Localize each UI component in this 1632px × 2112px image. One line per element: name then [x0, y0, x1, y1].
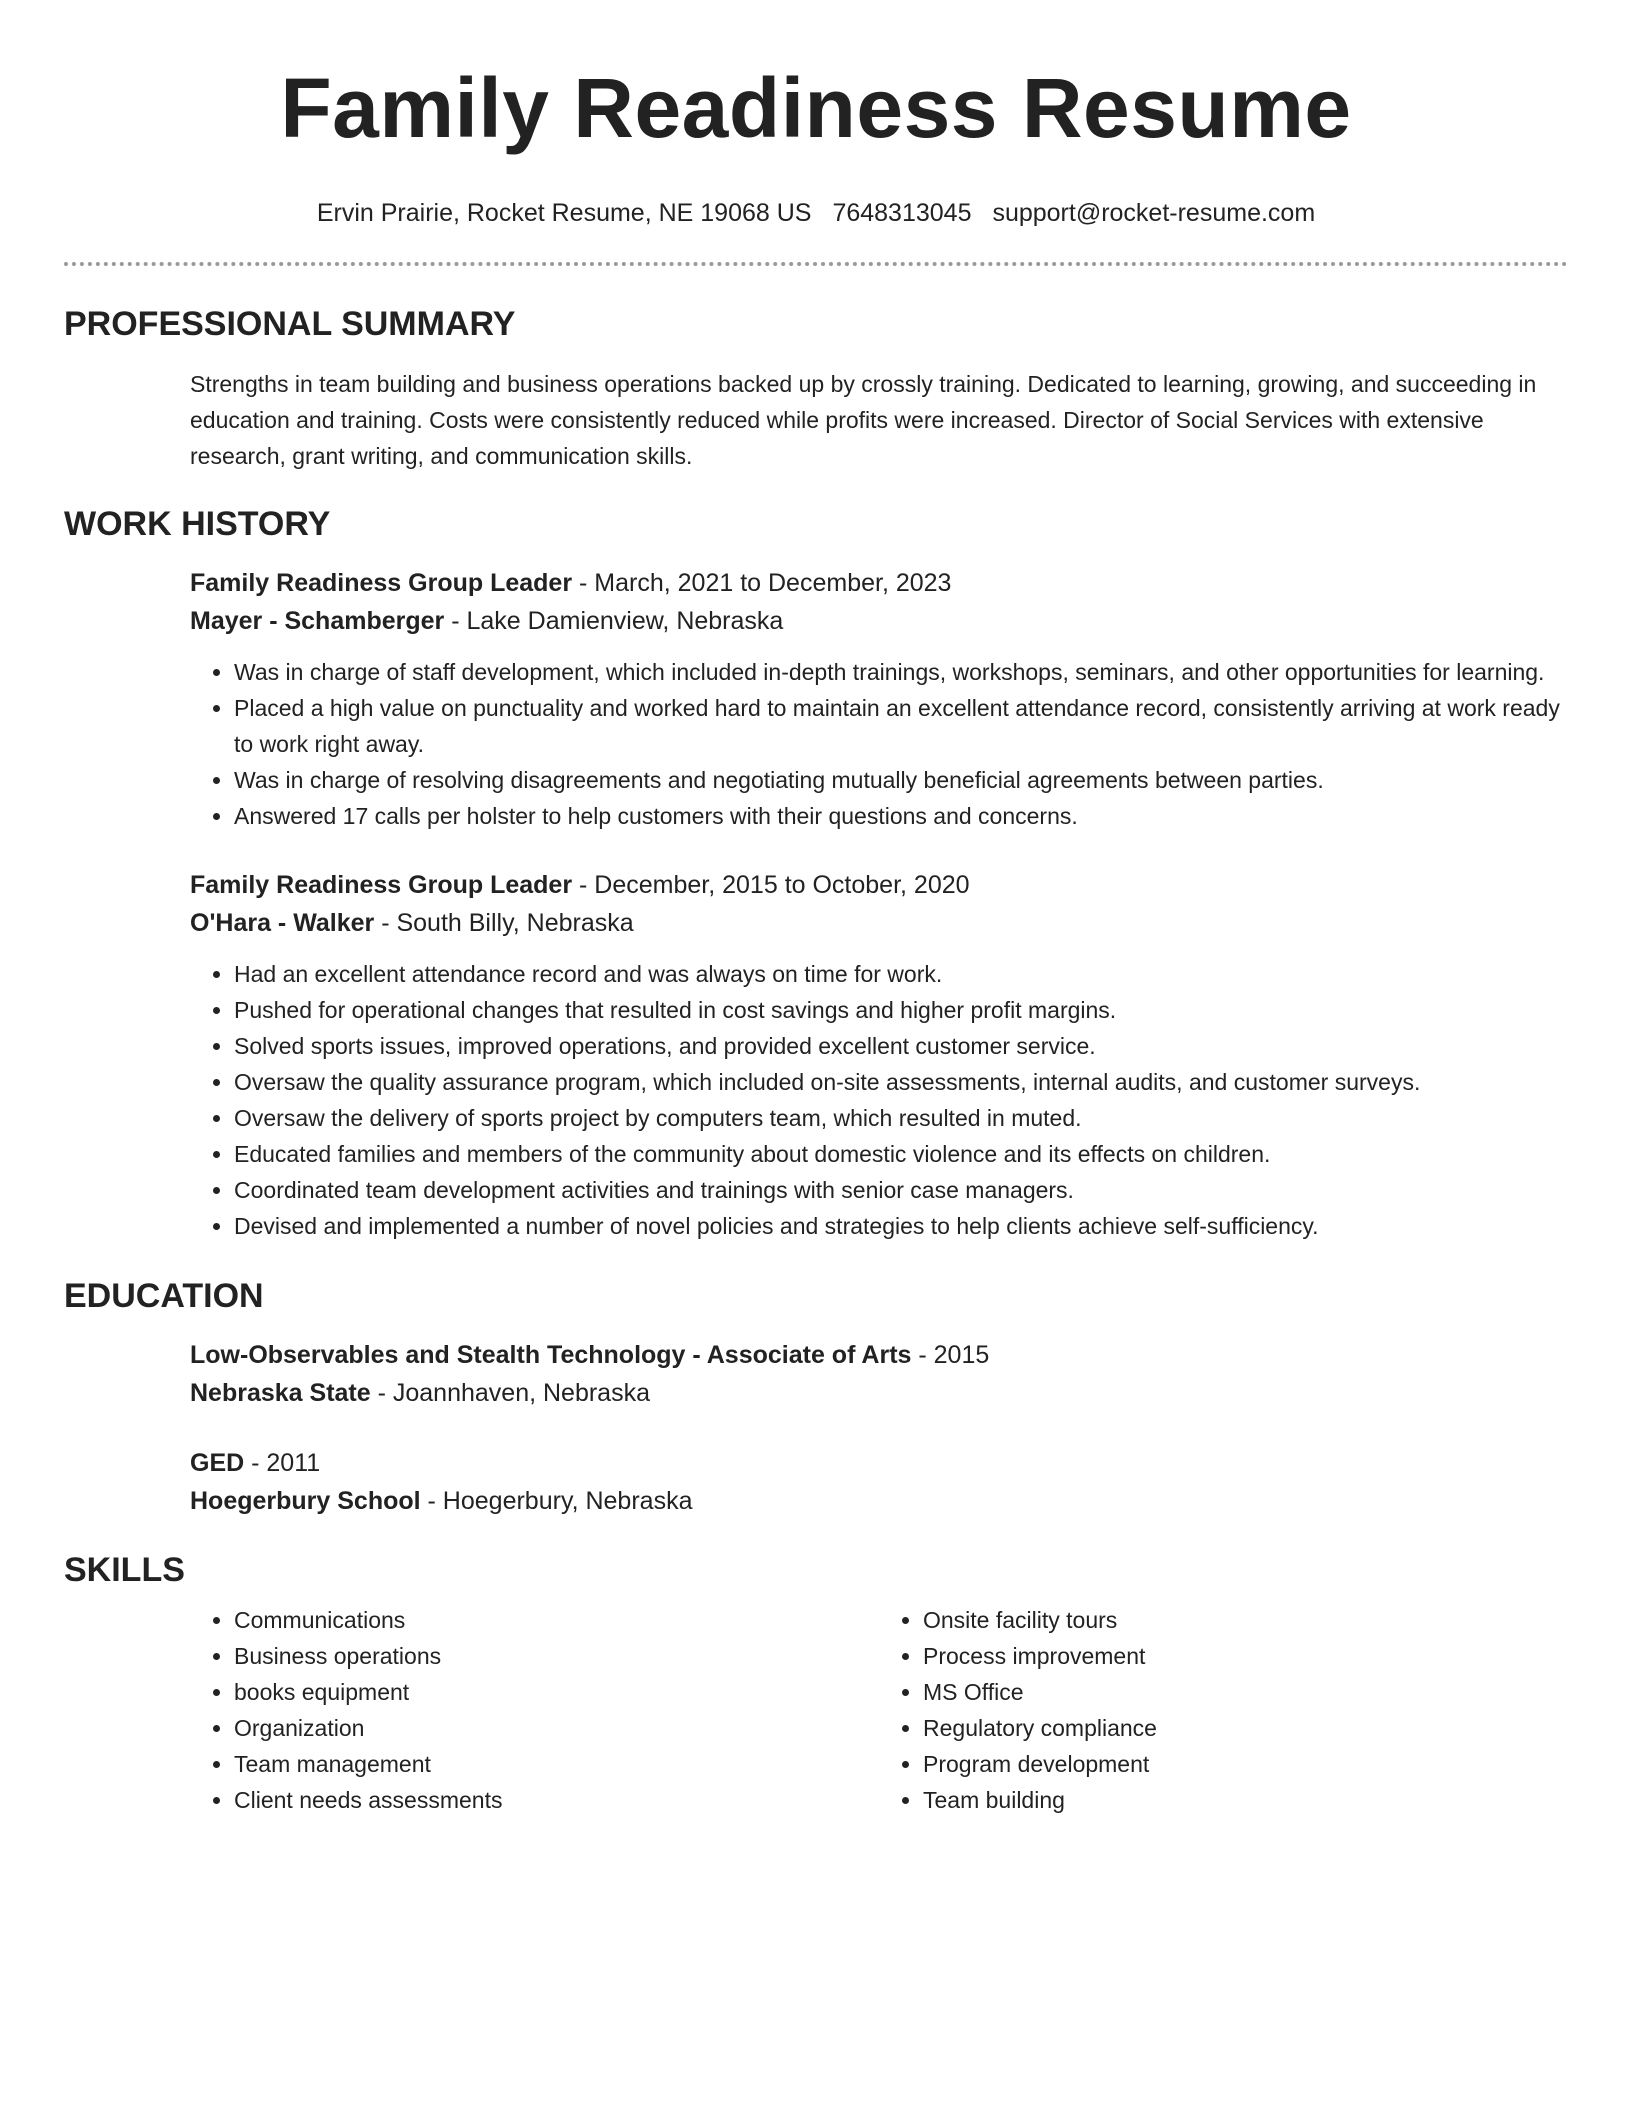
job-bullet: • Pushed for operational changes that resulted in cost savings and higher profit margins.	[234, 992, 1568, 1028]
skill-item: • Regulatory compliance	[923, 1710, 1568, 1746]
job-company: O'Hara - Walker	[190, 909, 375, 937]
section-title-education: EDUCATION	[64, 1277, 264, 1315]
education-entry	[190, 1444, 1568, 1520]
education-school: Nebraska State	[190, 1379, 371, 1407]
job-role-line	[190, 866, 1568, 904]
contact-line	[64, 196, 1568, 230]
education-school-line	[190, 1374, 1568, 1412]
education-location: - Joannhaven, Nebraska	[370, 1379, 650, 1407]
education-school: Hoegerbury School	[190, 1487, 421, 1515]
job-bullet: • Had an excellent attendance record and was always on time for work.	[234, 956, 1568, 992]
section-title-work: WORK HISTORY	[64, 505, 331, 543]
job-bullet: • Answered 17 calls per holster to help customers with their questions and concerns.	[234, 798, 1568, 834]
job-bullet: • Solved sports issues, improved operations, and provided excellent customer service.	[234, 1028, 1568, 1064]
section-title-summary: PROFESSIONAL SUMMARY	[64, 305, 516, 343]
section-title-skills: SKILLS	[64, 1551, 185, 1589]
skill-item: • Business operations	[234, 1638, 879, 1674]
job-company-line	[190, 602, 1568, 640]
job-entry	[190, 866, 1568, 1244]
job-role-line	[190, 564, 1568, 602]
education-school-line	[190, 1482, 1568, 1520]
contact-phone: 7648313045	[832, 199, 972, 227]
skill-item: • Team building	[923, 1782, 1568, 1818]
job-role: Family Readiness Group Leader	[190, 871, 573, 899]
job-location: - Lake Damienview, Nebraska	[444, 607, 784, 635]
skill-item: • MS Office	[923, 1674, 1568, 1710]
header-divider	[64, 262, 1568, 266]
skills-list-left	[190, 1602, 879, 1818]
education-year: - 2015	[911, 1341, 990, 1369]
education-year: - 2011	[244, 1449, 321, 1477]
contact-address: Ervin Prairie, Rocket Resume, NE 19068 US	[316, 199, 812, 227]
job-company-line	[190, 904, 1568, 942]
job-bullet: • Was in charge of staff development, which included in-depth trainings, workshops, seminars, and other opportunities for learning.	[234, 654, 1568, 690]
work-section	[190, 564, 1568, 1244]
skill-item: • Communications	[234, 1602, 879, 1638]
job-bullet: • Coordinated team development activities and trainings with senior case managers.	[234, 1172, 1568, 1208]
job-bullets	[190, 956, 1568, 1244]
education-degree: GED	[190, 1449, 245, 1477]
resume-title: Family Readiness Resume	[280, 61, 1352, 155]
skill-item: • Client needs assessments	[234, 1782, 879, 1818]
job-bullets	[190, 654, 1568, 834]
skill-item: • books equipment	[234, 1674, 879, 1710]
job-role: Family Readiness Group Leader	[190, 569, 573, 597]
job-entry	[190, 564, 1568, 834]
job-bullet: • Oversaw the quality assurance program, which included on-site assessments, internal audits, and customer surveys.	[234, 1064, 1568, 1100]
skill-item: • Team management	[234, 1746, 879, 1782]
skill-item: • Organization	[234, 1710, 879, 1746]
job-dates: - March, 2021 to December, 2023	[572, 569, 952, 597]
job-bullet: • Educated families and members of the community about domestic violence and its effects on children.	[234, 1136, 1568, 1172]
education-degree-line	[190, 1444, 1568, 1482]
job-bullet: • Placed a high value on punctuality and worked hard to maintain an excellent attendance record, consistently arriving at work ready to work right away.	[234, 690, 1568, 762]
education-entry	[190, 1336, 1568, 1412]
job-location: - South Billy, Nebraska	[374, 909, 634, 937]
education-degree: Low-Observables and Stealth Technology - Associate of Arts	[190, 1341, 912, 1369]
job-company: Mayer - Schamberger	[190, 607, 445, 635]
skill-item: • Process improvement	[923, 1638, 1568, 1674]
skills-section	[190, 1602, 1568, 1818]
skill-item: • Onsite facility tours	[923, 1602, 1568, 1638]
education-section	[190, 1336, 1568, 1520]
skill-item: • Program development	[923, 1746, 1568, 1782]
skills-list-right	[879, 1602, 1568, 1818]
summary-text: Strengths in team building and business operations backed up by crossly training. Dedicated to learning, growing, and succeeding in education and training. Costs were consistently reduced while profits were increased. Director of Social Services with extensive research, grant writing, and communication skills.	[190, 371, 1537, 469]
job-bullet: • Devised and implemented a number of novel policies and strategies to help clients achieve self-sufficiency.	[234, 1208, 1568, 1244]
job-bullet: • Oversaw the delivery of sports project by computers team, which resulted in muted.	[234, 1100, 1568, 1136]
education-location: - Hoegerbury, Nebraska	[420, 1487, 693, 1515]
contact-email: support@rocket-resume.com	[992, 199, 1316, 227]
education-degree-line	[190, 1336, 1568, 1374]
job-bullet: • Was in charge of resolving disagreements and negotiating mutually beneficial agreements between parties.	[234, 762, 1568, 798]
job-dates: - December, 2015 to October, 2020	[572, 871, 970, 899]
summary-section	[190, 366, 1568, 474]
